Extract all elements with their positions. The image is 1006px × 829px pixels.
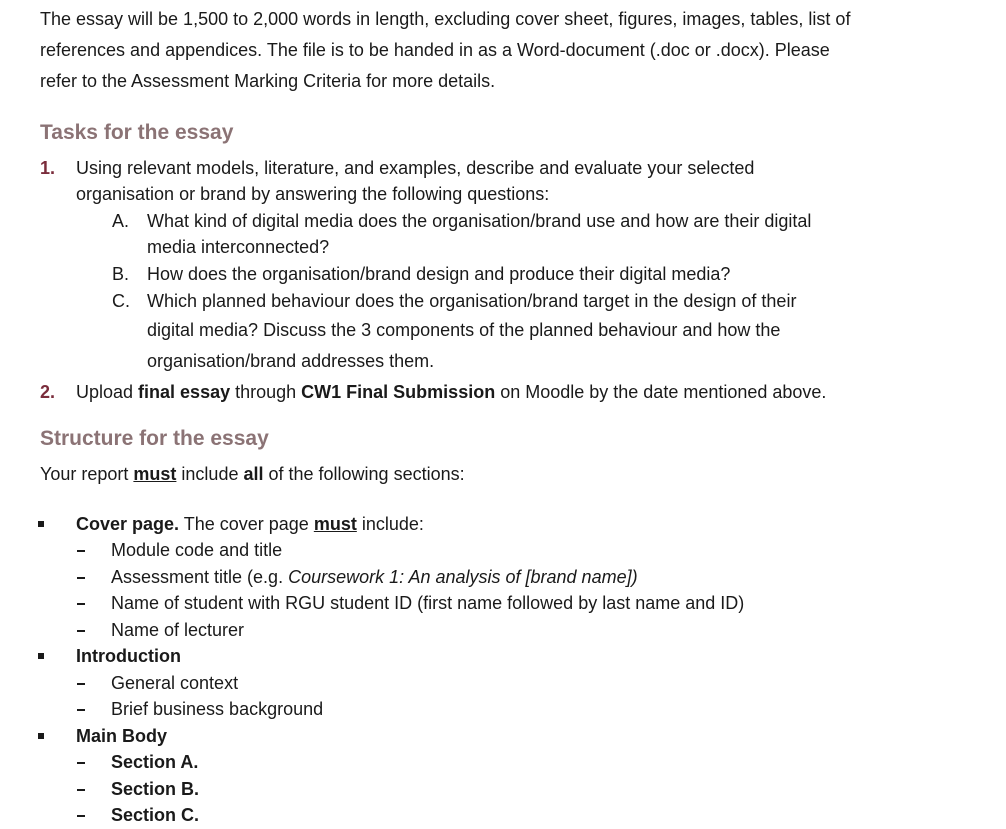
intro-line-1: The essay will be 1,500 to 2,000 words in length, excluding cover sheet, figures, images, tables, list of (40, 9, 851, 29)
cover-page-line (76, 513, 424, 535)
main-body-section-b (111, 778, 199, 800)
main-body-section-a (111, 751, 198, 773)
task-2-mid: through (230, 382, 302, 402)
bullet-cover (38, 521, 44, 527)
structure-intro-must: must (133, 464, 177, 484)
sub-c-line-1: Which planned behaviour does the organisation/brand target in the design of their (147, 291, 797, 311)
cover-item-module: Module code and title (111, 540, 283, 560)
cover-page-pre: The cover page (179, 514, 314, 534)
dash-section-a (77, 762, 85, 764)
main-body-title-text: Main Body (76, 726, 168, 746)
main-body-section-c (111, 804, 199, 826)
bullet-introduction (38, 653, 44, 659)
structure-intro-all: all (243, 464, 264, 484)
task-2-post: on Moodle by the date mentioned above. (495, 382, 827, 402)
task-2-final-essay: final essay (138, 382, 231, 402)
dash-student (77, 603, 85, 605)
sub-a-line-2: media interconnected? (147, 237, 330, 257)
cover-page-post: include: (356, 514, 424, 534)
task-2-pre: Upload (76, 382, 139, 402)
dash-business-background (77, 709, 85, 711)
section-a-text: Section A. (111, 752, 199, 772)
section-c-text: Section C. (111, 805, 200, 825)
introduction-title-text: Introduction (76, 646, 181, 666)
cover-item-assessment (111, 566, 638, 588)
assessment-italic: Coursework 1: An analysis of [brand name]) (288, 567, 638, 587)
sub-c-line-3: organisation/brand addresses them. (147, 351, 435, 371)
structure-intro-post: of the following sections: (263, 464, 465, 484)
dash-module (77, 550, 85, 552)
dash-general-context (77, 683, 85, 685)
structure-heading: Structure for the essay (40, 427, 269, 450)
introduction-item-2: Brief business background (111, 699, 324, 719)
section-b-text: Section B. (111, 779, 200, 799)
sub-marker-c: C. (112, 291, 130, 311)
dash-assessment (77, 577, 85, 579)
dash-section-b (77, 789, 85, 791)
task-2-line (76, 381, 826, 403)
main-body-title (76, 725, 167, 747)
introduction-item-1: General context (111, 673, 239, 693)
introduction-title (76, 645, 181, 667)
cover-page-must: must (313, 514, 357, 534)
dash-section-c (77, 815, 85, 817)
sub-c-line-2: digital media? Discuss the 3 components of the planned behaviour and how the (147, 320, 781, 340)
assessment-pre: Assessment title (e.g. (111, 567, 289, 587)
structure-intro-mid: include (176, 464, 244, 484)
sub-marker-b: B. (112, 264, 130, 284)
intro-line-3: refer to the Assessment Marking Criteria for more details. (40, 71, 496, 91)
task-2-submission-name: CW1 Final Submission (301, 382, 496, 402)
dash-lecturer (77, 630, 85, 632)
task-1-line-1: Using relevant models, literature, and examples, describe and evaluate your selected (76, 158, 755, 178)
bullet-main-body (38, 733, 44, 739)
cover-item-lecturer: Name of lecturer (111, 620, 245, 640)
structure-intro (40, 463, 465, 485)
task-2-number: 2. (40, 382, 56, 402)
task-1-number: 1. (40, 158, 56, 178)
sub-b-line-1: How does the organisation/brand design and produce their digital media? (147, 264, 731, 284)
cover-page-title: Cover page. (76, 514, 180, 534)
cover-item-student: Name of student with RGU student ID (first name followed by last name and ID) (111, 593, 745, 613)
structure-intro-pre: Your report (40, 464, 134, 484)
sub-a-line-1: What kind of digital media does the organisation/brand use and how are their digital (147, 211, 812, 231)
sub-marker-a: A. (112, 211, 130, 231)
tasks-heading: Tasks for the essay (40, 121, 234, 144)
task-1-line-2: organisation or brand by answering the following questions: (76, 184, 550, 204)
intro-line-2: references and appendices. The file is to be handed in as a Word-document (.doc or .docx). Please (40, 40, 830, 60)
